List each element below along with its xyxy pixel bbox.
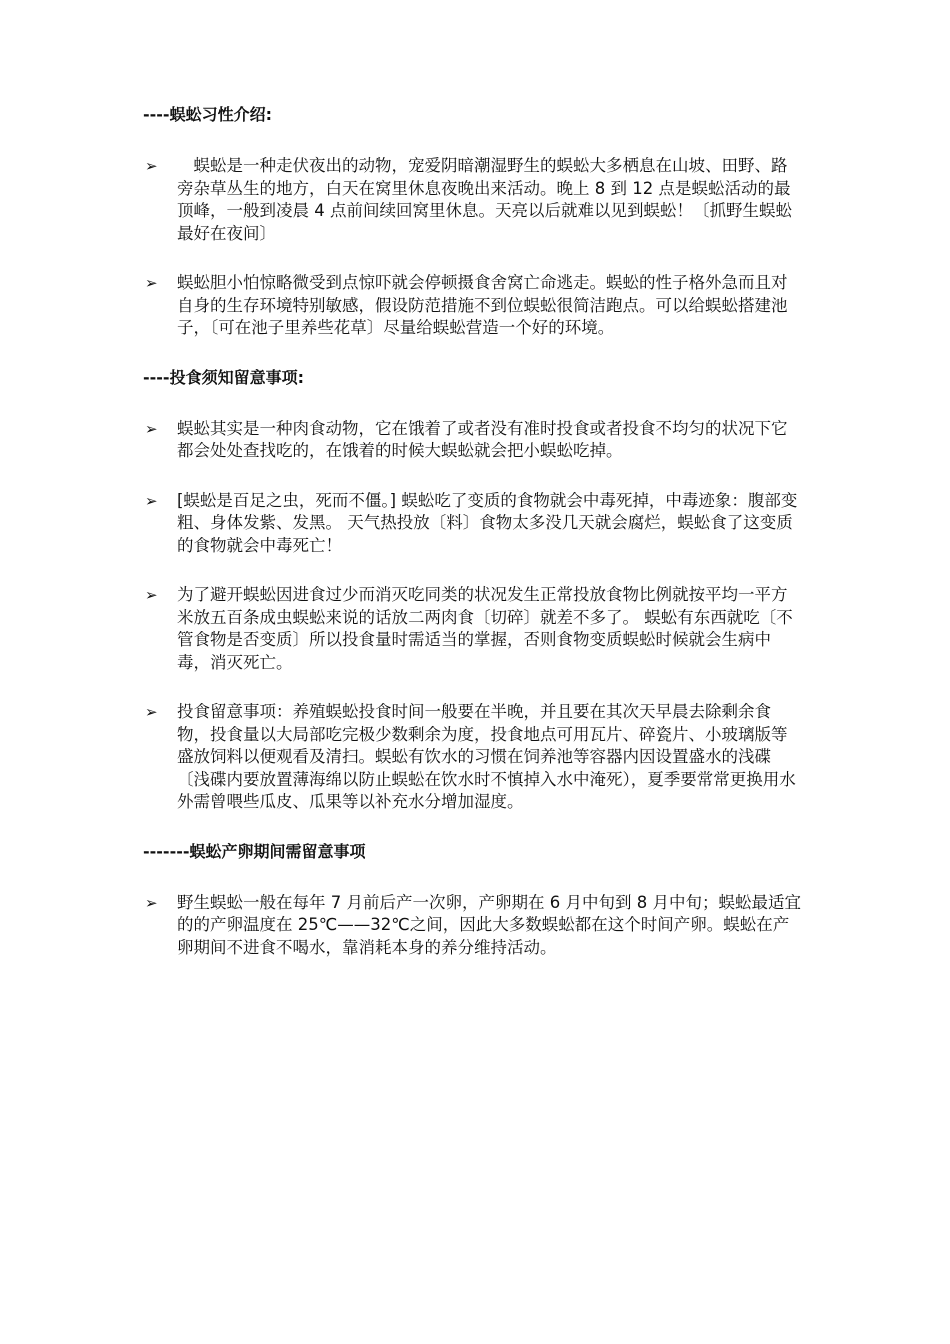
list-item bbox=[143, 584, 803, 674]
list-item bbox=[143, 155, 803, 245]
list-item bbox=[143, 272, 803, 340]
section-heading-feeding: ----投食须知留意事项: bbox=[143, 367, 304, 387]
list-item-text: 蜈蚣胆小怕惊略微受到点惊吓就会停顿摄食舍窝亡命逃走。蜈蚣的性子格外急而且对自身的生存环境特别敏感，假设防范措施不到位蜈蚣很简洁跑点。可以给蜈蚣搭建池子，〔可在池子里养些花草〕尽量给蜈蚣营造一个好的环境。 bbox=[177, 273, 788, 337]
list-item bbox=[143, 418, 803, 463]
arrow-bullet-icon: ➢ bbox=[145, 893, 158, 912]
section-heading-spawning: -------蜈蚣产卵期间需留意事项 bbox=[143, 841, 366, 861]
list-item-text: 蜈蚣其实是一种肉食动物，它在饿着了或者没有准时投食或者投食不均匀的状况下它都会处处查找吃的，在饿着的时候大蜈蚣就会把小蜈蚣吃掉。 bbox=[177, 418, 788, 460]
list-item-text: [蜈蚣是百足之虫，死而不僵。] 蜈蚣吃了变质的食物就会中毒死掉，中毒迹象：腹部变粗、身体发紫、发黑。 天气热投放〔料〕食物太多没几天就会腐烂，蜈蚣食了这变质的食物就会中毒死亡！ bbox=[177, 490, 798, 555]
list-item-text: 为了避开蜈蚣因进食过少而消灭吃同类的状况发生正常投放食物比例就按平均一平方米放五百条成虫蜈蚣来说的话放二两肉食〔切碎〕就差不多了。 蜈蚣有东西就吃〔不管食物是否变质〕所以投食量时需适当的掌握，否则食物变质蜈蚣时候就会生病中毒，消灭死亡。 bbox=[177, 585, 793, 672]
document-content bbox=[143, 104, 803, 986]
section-heading-habits: ----蜈蚣习性介绍: bbox=[143, 105, 272, 124]
list-item bbox=[143, 490, 803, 558]
list-item-text: 野生蜈蚣一般在每年 7 月前后产一次卵，产卵期在 6 月中旬到 8 月中旬；蜈蚣最适宜的的产卵温度在 25℃——32℃之间，因此大多数蜈蚣都在这个时间产卵。蜈蚣在产卵期间不进食不喝水，靠消耗本身的养分维持活动。 bbox=[177, 892, 801, 957]
arrow-bullet-icon: ➢ bbox=[145, 491, 158, 510]
arrow-bullet-icon: ➢ bbox=[145, 586, 158, 604]
list-item-text: 蜈蚣是一种走伏夜出的动物，宠爱阴暗潮湿野生的蜈蚣大多栖息在山坡、田野、路旁杂草丛生的地方，白天在窝里休息夜晚出来活动。晚上 8 到 12 点是蜈蚣活动的最顶峰，一般到凌晨 4 点前间续回窝里休息。天亮以后就难以见到蜈蚣！〔抓野生蜈蚣最好在夜间〕 bbox=[177, 156, 792, 243]
arrow-bullet-icon: ➢ bbox=[145, 419, 158, 438]
arrow-bullet-icon: ➢ bbox=[145, 157, 158, 175]
arrow-bullet-icon: ➢ bbox=[145, 274, 158, 292]
arrow-bullet-icon: ➢ bbox=[145, 703, 158, 721]
list-item bbox=[143, 892, 803, 960]
list-item-text: 投食留意事项：养殖蜈蚣投食时间一般要在半晚，并且要在其次天早晨去除剩余食物，投食量以大局部吃完极少数剩余为度，投食地点可用瓦片、碎瓷片、小玻璃版等盛放饲料以便观看及清扫。蜈蚣有饮水的习惯在饲养池等容器内因设置盛水的浅碟〔浅碟内要放置薄海绵以防止蜈蚣在饮水时不慎掉入水中淹死），夏季要常常更换用水外需曾喂些瓜皮、瓜果等以补充水分增加湿度。 bbox=[177, 702, 796, 811]
list-item bbox=[143, 701, 803, 814]
